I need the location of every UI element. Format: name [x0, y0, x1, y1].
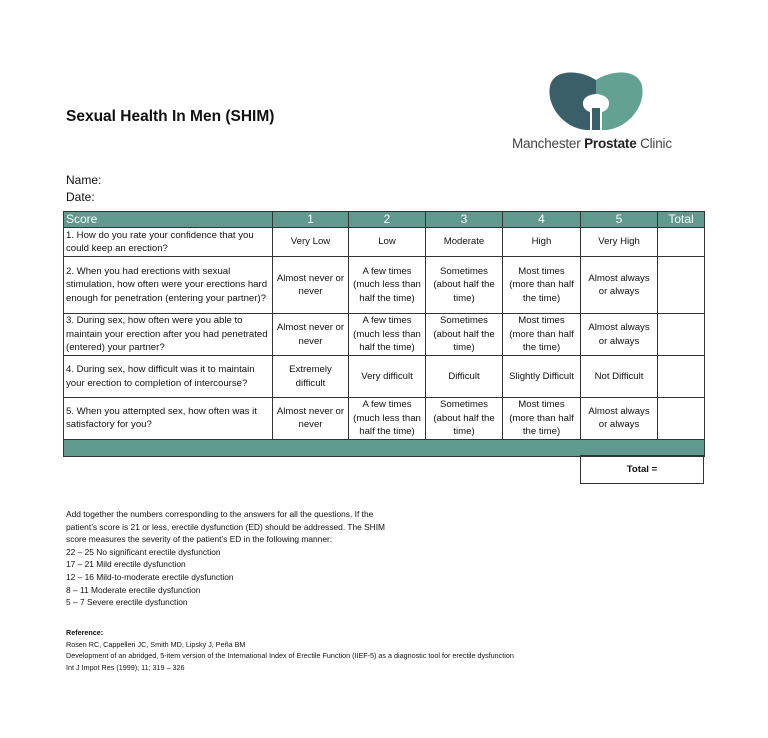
column-header: 2: [349, 212, 426, 228]
question-text: 1. How do you rate your confidence that you could keep an erection?: [64, 228, 273, 257]
answer-option[interactable]: Sometimes (about half the time): [426, 314, 503, 356]
answer-option[interactable]: Very difficult: [349, 356, 426, 398]
reference-section: [66, 627, 514, 673]
score-range: 5 – 7 Severe erectile dysfunction: [66, 597, 188, 608]
answer-option[interactable]: Almost always or always: [581, 314, 658, 356]
answer-option[interactable]: Sometimes (about half the time): [426, 257, 503, 314]
answer-option[interactable]: Almost never or never: [273, 398, 349, 440]
answer-option[interactable]: Low: [349, 228, 426, 257]
scoring-notes: [66, 508, 406, 609]
answer-option[interactable]: Almost never or never: [273, 314, 349, 356]
answer-option[interactable]: A few times (much less than half the time): [349, 257, 426, 314]
question-text: 3. During sex, how often were you able to maintain your erection after you had penetrated (entered) your partner?: [64, 314, 273, 356]
table-row: [64, 356, 705, 398]
table-row: [64, 257, 705, 314]
scoring-intro: Add together the numbers corresponding to the answers for all the questions. If the patient’s score is 21 or less, erectile dysfunction (ED) should be addressed. The SHIM score measures the severity of the patient’s ED in the following manner:: [66, 509, 386, 545]
row-total-cell[interactable]: [658, 257, 705, 314]
page-title: Sexual Health In Men (SHIM): [66, 108, 275, 125]
answer-option[interactable]: Extremely difficult: [273, 356, 349, 398]
clinic-logo: [512, 72, 682, 156]
answer-option[interactable]: A few times (much less than half the time): [349, 398, 426, 440]
answer-option[interactable]: Most times (more than half the time): [503, 257, 581, 314]
row-total-cell[interactable]: [658, 356, 705, 398]
reference-authors: Rosen RC, Cappelleri JC, Smith MD, Lipsky J, Peña BM: [66, 639, 246, 649]
question-text: 5. When you attempted sex, how often was it satisfactory for you?: [64, 398, 273, 440]
column-header: 5: [581, 212, 658, 228]
answer-option[interactable]: Sometimes (about half the time): [426, 398, 503, 440]
answer-option[interactable]: Most times (more than half the time): [503, 398, 581, 440]
column-header: 4: [503, 212, 581, 228]
score-range: 12 – 16 Mild-to-moderate erectile dysfunction: [66, 571, 234, 582]
reference-title: Development of an abridged, 5-item version of the International Index of Erectile Function (IIEF-5) as a diagnostic tool for erectile dysfunction: [66, 651, 514, 660]
score-range: 8 – 11 Moderate erectile dysfunction: [66, 584, 201, 595]
prostate-logo-icon: [546, 72, 646, 134]
reference-label: Reference:: [66, 628, 104, 637]
row-total-cell[interactable]: [658, 398, 705, 440]
row-total-cell[interactable]: [658, 228, 705, 257]
table-row: [64, 228, 705, 257]
answer-option[interactable]: Almost never or never: [273, 257, 349, 314]
logo-text: Manchester Prostate Clinic: [512, 136, 672, 151]
column-header: 1: [273, 212, 349, 228]
table-row: [64, 398, 705, 440]
reference-journal: Int J Impot Res (1999); 11; 319 – 326: [66, 662, 185, 672]
answer-option[interactable]: Very Low: [273, 228, 349, 257]
answer-option[interactable]: Difficult: [426, 356, 503, 398]
answer-option[interactable]: A few times (much less than half the time): [349, 314, 426, 356]
answer-option[interactable]: Almost always or always: [581, 257, 658, 314]
answer-option[interactable]: Almost always or always: [581, 398, 658, 440]
answer-option[interactable]: Moderate: [426, 228, 503, 257]
column-header: Total: [658, 212, 705, 228]
table-footer-bar: [64, 439, 705, 456]
row-total-cell[interactable]: [658, 314, 705, 356]
answer-option[interactable]: Slightly Difficult: [503, 356, 581, 398]
table-row: [64, 314, 705, 356]
shim-table: [63, 211, 705, 457]
answer-option[interactable]: Very High: [581, 228, 658, 257]
name-label: Name:: [66, 173, 102, 187]
answer-option[interactable]: Most times (more than half the time): [503, 314, 581, 356]
score-range: 22 – 25 No significant erectile dysfunction: [66, 546, 221, 557]
total-field[interactable]: Total =: [580, 455, 704, 484]
answer-option[interactable]: High: [503, 228, 581, 257]
question-text: 2. When you had erections with sexual stimulation, how often were your erections hard enough for penetration (entering your partner)?: [64, 257, 273, 314]
score-range: 17 – 21 Mild erectile dysfunction: [66, 559, 186, 570]
question-text: 4. During sex, how difficult was it to maintain your erection to completion of intercourse?: [64, 356, 273, 398]
date-label: Date:: [66, 190, 95, 204]
footer-bar-cell: [64, 439, 705, 456]
answer-option[interactable]: Not Difficult: [581, 356, 658, 398]
column-header: 3: [426, 212, 503, 228]
column-header: Score: [64, 212, 273, 228]
